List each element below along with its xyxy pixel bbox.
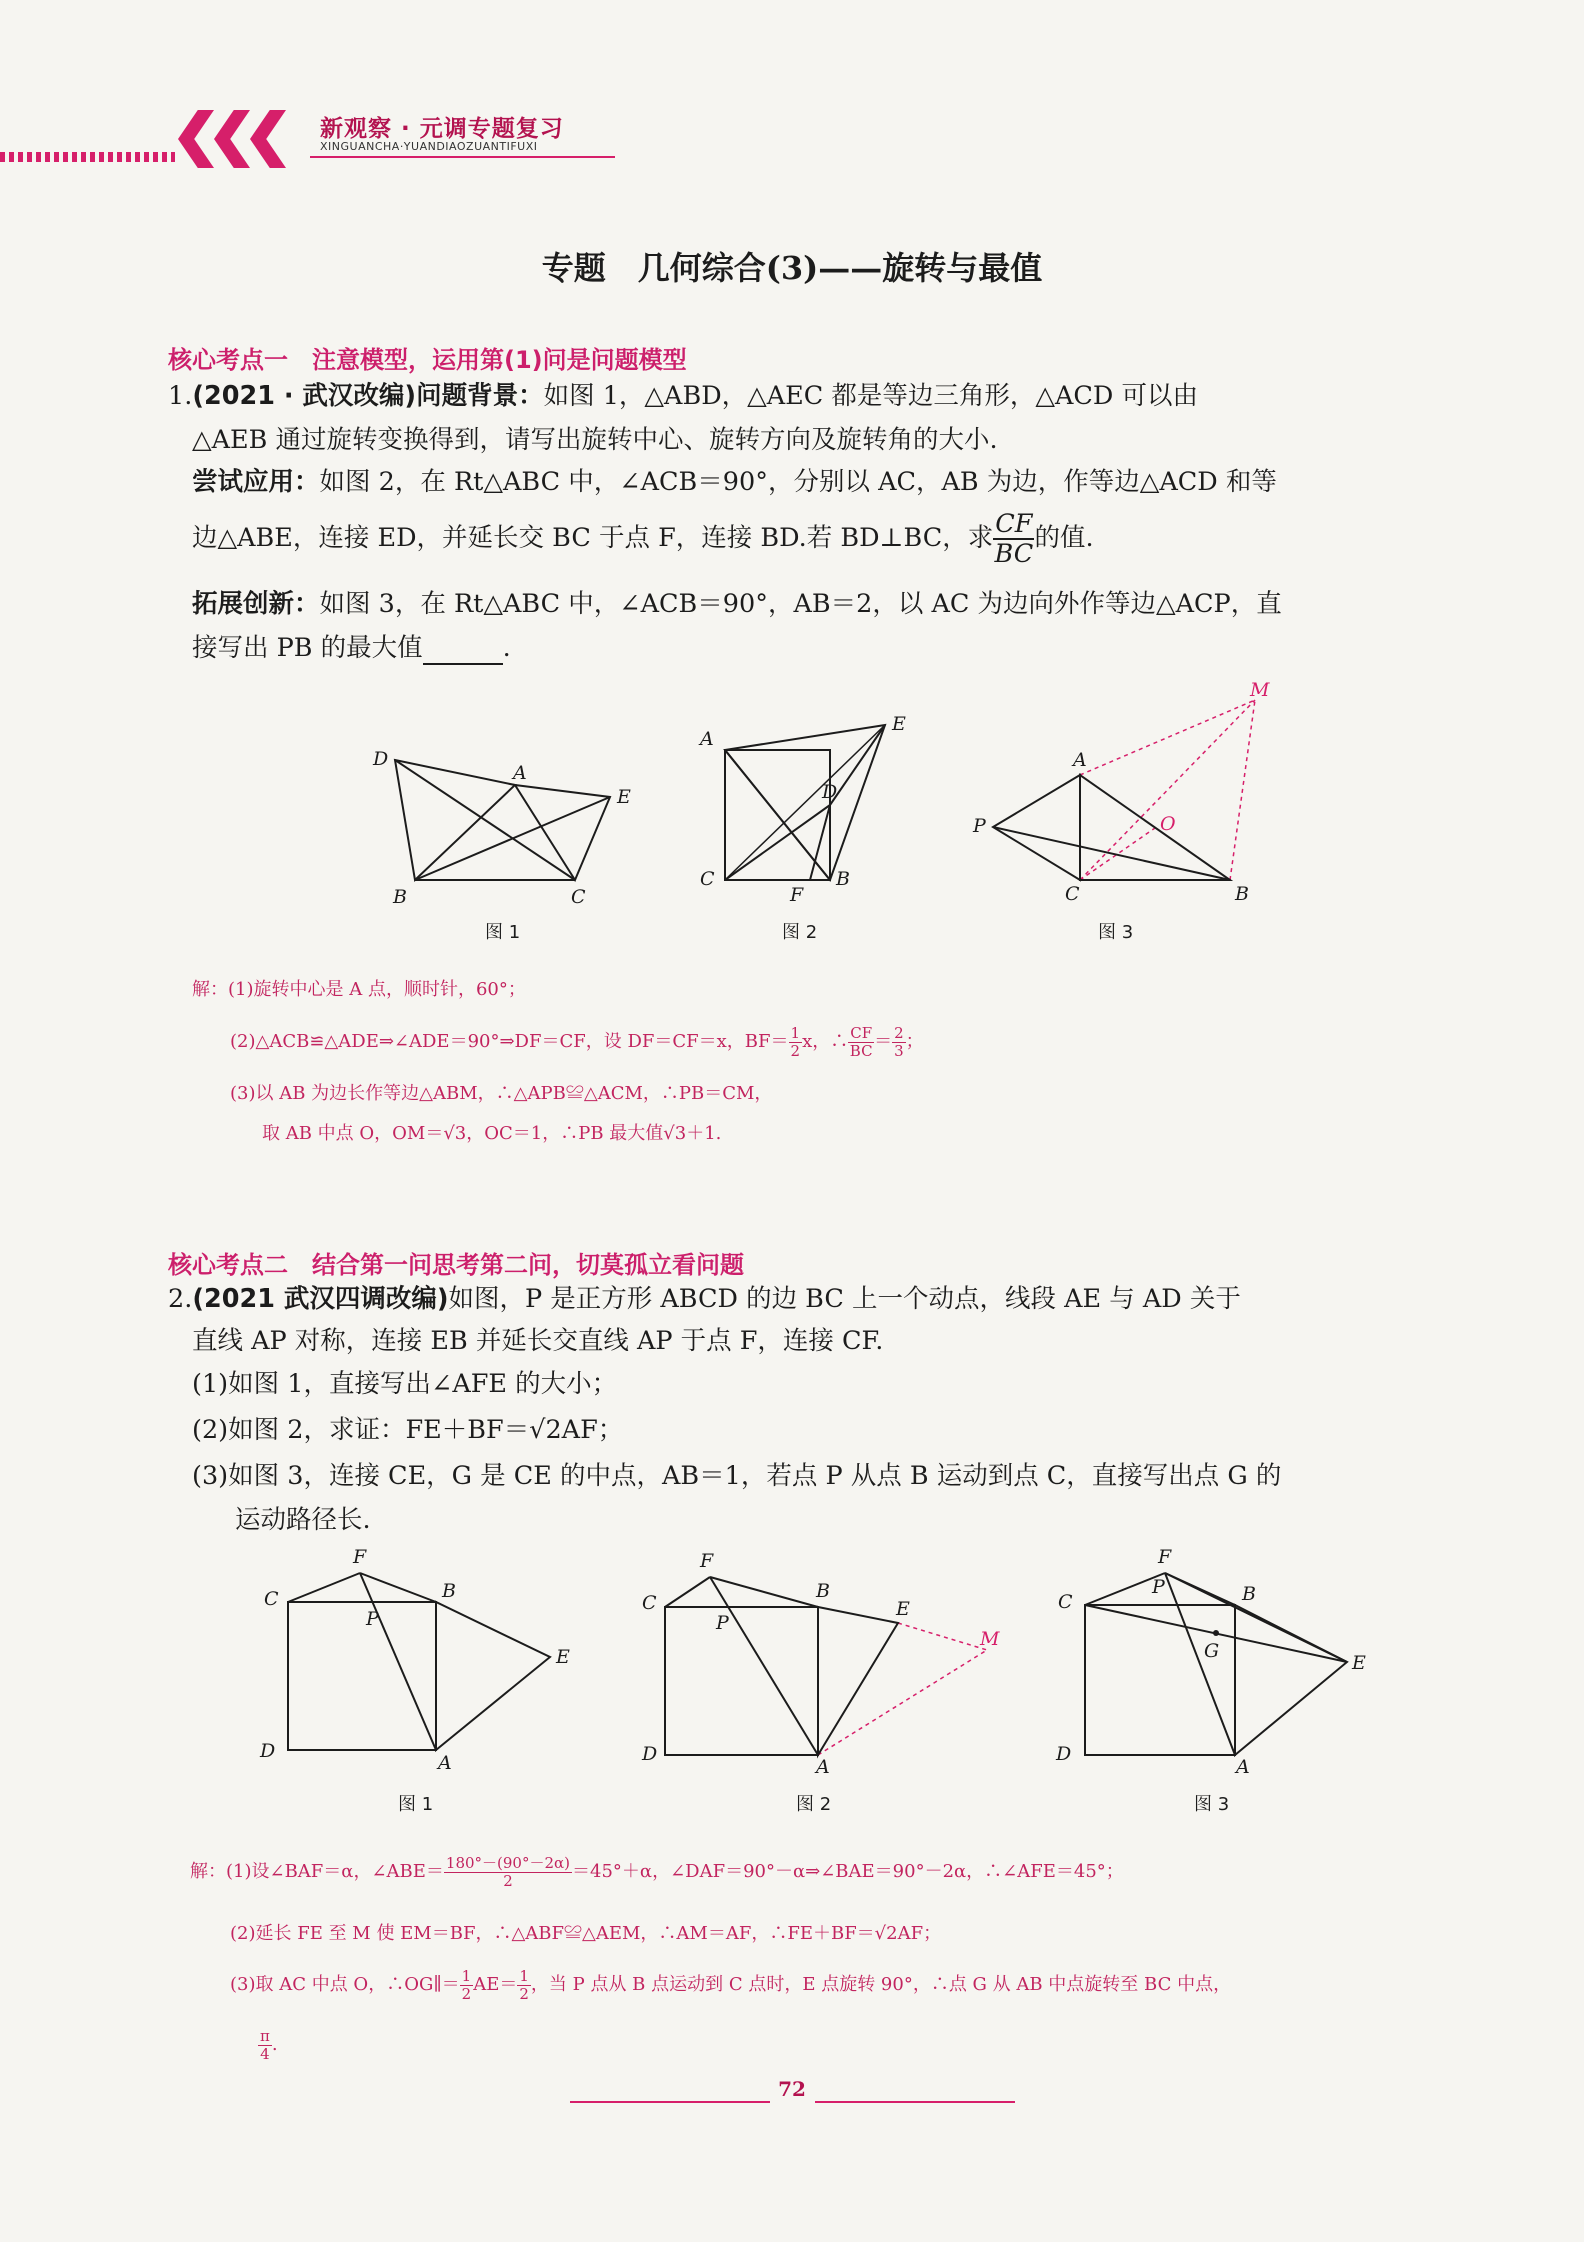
solution-text: ＝: [874, 1031, 893, 1052]
svg-text:C: C: [571, 886, 586, 908]
svg-text:E: E: [556, 1646, 570, 1668]
question-2-line-1: [168, 1283, 1241, 1316]
solution-1-line-4: 取 AB 中点 O，OM＝√3，OC＝1，∴PB 最大值√3＋1.: [262, 1123, 722, 1144]
svg-text:B: B: [442, 1580, 456, 1602]
question-2-part-2: (2)如图 2，求证：FE＋BF＝√2AF；: [192, 1415, 624, 1445]
fraction: [848, 1025, 874, 1059]
svg-text:P: P: [716, 1612, 729, 1634]
svg-text:M: M: [1250, 679, 1270, 701]
svg-text:D: D: [373, 748, 389, 770]
chevron-icon: [250, 110, 286, 168]
solution-1-line-1: 解：(1)旋转中心是 A 点，顺时针，60°；: [192, 979, 526, 1000]
extension-period: .: [502, 633, 511, 663]
fraction-numerator: 1: [790, 1024, 801, 1042]
svg-text:B: B: [393, 886, 407, 908]
svg-text:E: E: [892, 713, 906, 735]
question-1-line-1: [168, 380, 1198, 413]
solution-2-line-1: [190, 1855, 1124, 1889]
figure-1-3: [965, 679, 1270, 905]
svg-text:D: D: [642, 1743, 658, 1765]
chevron-icon: [214, 110, 250, 168]
solution-2-line-2: (2)延长 FE 至 M 使 EM＝BF，∴△ABF≌△AEM，∴AM＝AF，∴FE＋BF＝√2AF；: [230, 1923, 942, 1944]
svg-text:A: A: [1236, 1756, 1250, 1778]
fraction-denominator: 2: [503, 1871, 513, 1890]
fraction: [789, 1025, 803, 1059]
label-background: 问题背景：: [416, 381, 544, 411]
solution-1-line-3: (3)以 AB 为边长作等边△ABM，∴△APB≌△ACM，∴PB＝CM，: [230, 1083, 773, 1104]
question-1-line-4: [192, 510, 1094, 568]
svg-text:C: C: [264, 1588, 279, 1610]
fraction-numerator: 180°－(90°－2α): [445, 1854, 571, 1872]
solution-text: x，∴: [802, 1031, 849, 1052]
figure-2-2: [640, 1545, 1000, 1778]
solution-2-line-3: [230, 1968, 1231, 2002]
footer-line-right: [815, 2101, 1015, 2103]
svg-text:F: F: [1158, 1546, 1172, 1568]
fraction-denominator: BC: [994, 539, 1034, 570]
svg-text:E: E: [1352, 1652, 1366, 1674]
svg-text:A: A: [700, 728, 714, 750]
question-source: (2021 武汉四调改编): [192, 1284, 449, 1314]
svg-text:F: F: [353, 1546, 367, 1568]
svg-text:F: F: [700, 1550, 714, 1572]
fraction-numerator: 1: [519, 1967, 529, 1985]
figure-1-2: [690, 705, 925, 905]
figure-caption: 图 2: [782, 922, 818, 943]
figure-caption: 图 3: [1098, 922, 1134, 943]
figure-caption: 图 1: [485, 922, 521, 943]
question-source: (2021 · 武汉改编): [192, 381, 417, 411]
svg-text:O: O: [1160, 813, 1176, 835]
question-1-line-6: [192, 632, 511, 665]
fraction-denominator: BC: [849, 1041, 873, 1060]
solution-text: .: [271, 2034, 278, 2055]
svg-text:C: C: [1058, 1591, 1073, 1613]
try-text-end: 的值.: [1034, 523, 1094, 554]
svg-text:G: G: [1204, 1640, 1220, 1662]
question-1-line-5: [192, 588, 1282, 621]
figure-2-1: [250, 1545, 590, 1774]
fraction: [460, 1968, 474, 2002]
fraction-numerator: 2: [894, 1024, 904, 1042]
question-1-line-2: △AEB 通过旋转变换得到，请写出旋转中心、旋转方向及旋转角的大小.: [192, 425, 998, 455]
svg-text:F: F: [790, 884, 804, 906]
section-heading-2: 核心考点二 结合第一问思考第二问，切莫孤立看问题: [168, 1251, 744, 1279]
solution-1-line-2: [230, 1025, 924, 1059]
figure-1-1: [355, 725, 645, 915]
fraction-numerator: π: [260, 2027, 270, 2045]
answer-blank: [423, 638, 503, 666]
fraction-numerator: CF: [995, 509, 1033, 539]
svg-text:P: P: [366, 1608, 379, 1630]
figure-caption: 图 3: [1194, 1794, 1230, 1815]
question-2-line-2: 直线 AP 对称，连接 EB 并延长交直线 AP 于点 F，连接 CF.: [192, 1326, 884, 1356]
question-2-part-1: (1)如图 1，直接写出∠AFE 的大小；: [192, 1369, 618, 1399]
header-underline: [310, 156, 615, 158]
extension-text-2: 接写出 PB 的最大值: [192, 633, 423, 663]
try-text: 如图 2，在 Rt△ABC 中，∠ACB＝90°，分别以 AC，AB 为边，作等边△ACD 和等: [319, 467, 1277, 497]
page-footer: [0, 2075, 1584, 2115]
background-text: 如图 1，△ABD，△AEC 都是等边三角形，△ACD 可以由: [543, 381, 1198, 411]
fraction: [892, 1025, 906, 1059]
fraction-denominator: 2: [519, 1984, 529, 2003]
try-text-2: 边△ABE，连接 ED，并延长交 BC 于点 F，连接 BD.若 BD⊥BC，求: [192, 523, 994, 554]
page-header: [0, 100, 620, 170]
question-number: 2.: [168, 1284, 193, 1314]
header-title: 新观察 · 元调专题复习: [320, 116, 564, 142]
figure-caption: 图 1: [398, 1794, 434, 1815]
svg-text:C: C: [1065, 883, 1080, 905]
svg-text:E: E: [896, 1598, 910, 1620]
svg-text:D: D: [822, 781, 838, 803]
svg-text:D: D: [260, 1740, 276, 1762]
fraction-denominator: 4: [260, 2044, 270, 2063]
figure-caption: 图 2: [796, 1794, 832, 1815]
solution-text: (3)取 AC 中点 O，∴OG: [230, 1974, 434, 1995]
fraction-pi-over-4: [258, 2028, 272, 2062]
label-extension: 拓展创新：: [192, 589, 320, 619]
svg-text:B: B: [816, 1580, 830, 1602]
solution-text: ＝45°＋α，∠DAF＝90°－α⇒∠BAE＝90°－2α，∴∠AFE＝45°；: [572, 1861, 1124, 1882]
fraction-numerator: CF: [850, 1024, 873, 1042]
svg-text:A: A: [816, 1756, 830, 1778]
svg-text:C: C: [642, 1592, 657, 1614]
footer-line-left: [570, 2101, 770, 2103]
header-pinyin: XINGUANCHA·YUANDIAOZUANTIFUXI: [320, 140, 538, 153]
solution-text: 解：(1)设∠BAF＝α，∠ABE＝: [190, 1861, 444, 1882]
fraction-cf-bc: [993, 510, 1034, 568]
fraction-denominator: 2: [461, 1984, 472, 2003]
page-number: 72: [778, 2077, 806, 2101]
question-text: 如图，P 是正方形 ABCD 的边 BC 上一个动点，线段 AE 与 AD 关于: [448, 1284, 1241, 1314]
svg-text:D: D: [1056, 1743, 1072, 1765]
svg-text:B: B: [1242, 1583, 1256, 1605]
question-2-part-3: (3)如图 3，连接 CE，G 是 CE 的中点，AB＝1，若点 P 从点 B 运动到点 C，直接写出点 G 的: [192, 1461, 1282, 1491]
fraction-denominator: 3: [894, 1041, 904, 1060]
svg-text:E: E: [617, 786, 631, 808]
solution-text: ；: [905, 1031, 924, 1052]
question-number: 1.: [168, 381, 193, 411]
chevron-icon: [178, 110, 214, 168]
header-stripe: [0, 152, 175, 162]
question-1-line-3: [192, 466, 1277, 499]
svg-text:B: B: [1235, 883, 1249, 905]
svg-text:C: C: [700, 868, 715, 890]
figure-2-3: [1050, 1545, 1380, 1778]
solution-text: (2)△ACB≌△ADE⇒∠ADE＝90°⇒DF＝CF，设 DF＝CF＝x，BF＝: [230, 1031, 789, 1052]
page-title: 专题 几何综合(3)——旋转与最值: [541, 249, 1043, 287]
svg-text:A: A: [1073, 749, 1087, 771]
solution-text: AE＝: [473, 1974, 518, 1995]
svg-text:B: B: [836, 868, 850, 890]
fraction-denominator: 2: [790, 1041, 801, 1060]
fraction: [444, 1855, 572, 1889]
svg-text:P: P: [1152, 1576, 1165, 1598]
svg-text:M: M: [980, 1628, 1000, 1650]
parallel-equal-symbol: ∥＝: [433, 1974, 460, 1995]
label-try: 尝试应用：: [192, 467, 320, 497]
solution-2-line-4: [258, 2028, 278, 2062]
svg-text:P: P: [973, 815, 986, 837]
solution-text: ，当 P 点从 B 点运动到 C 点时，E 点旋转 90°，∴点 G 从 AB 中点旋转至 BC 中点，: [530, 1974, 1232, 1995]
question-2-part-3-cont: 运动路径长.: [235, 1505, 371, 1535]
fraction-numerator: 1: [461, 1967, 472, 1985]
fraction: [517, 1968, 531, 2002]
svg-text:A: A: [438, 1752, 452, 1774]
svg-text:A: A: [513, 762, 527, 784]
extension-text: 如图 3，在 Rt△ABC 中，∠ACB＝90°，AB＝2，以 AC 为边向外作等边△ACP，直: [319, 589, 1282, 619]
section-heading-1: 核心考点一 注意模型，运用第(1)问是问题模型: [168, 346, 687, 374]
